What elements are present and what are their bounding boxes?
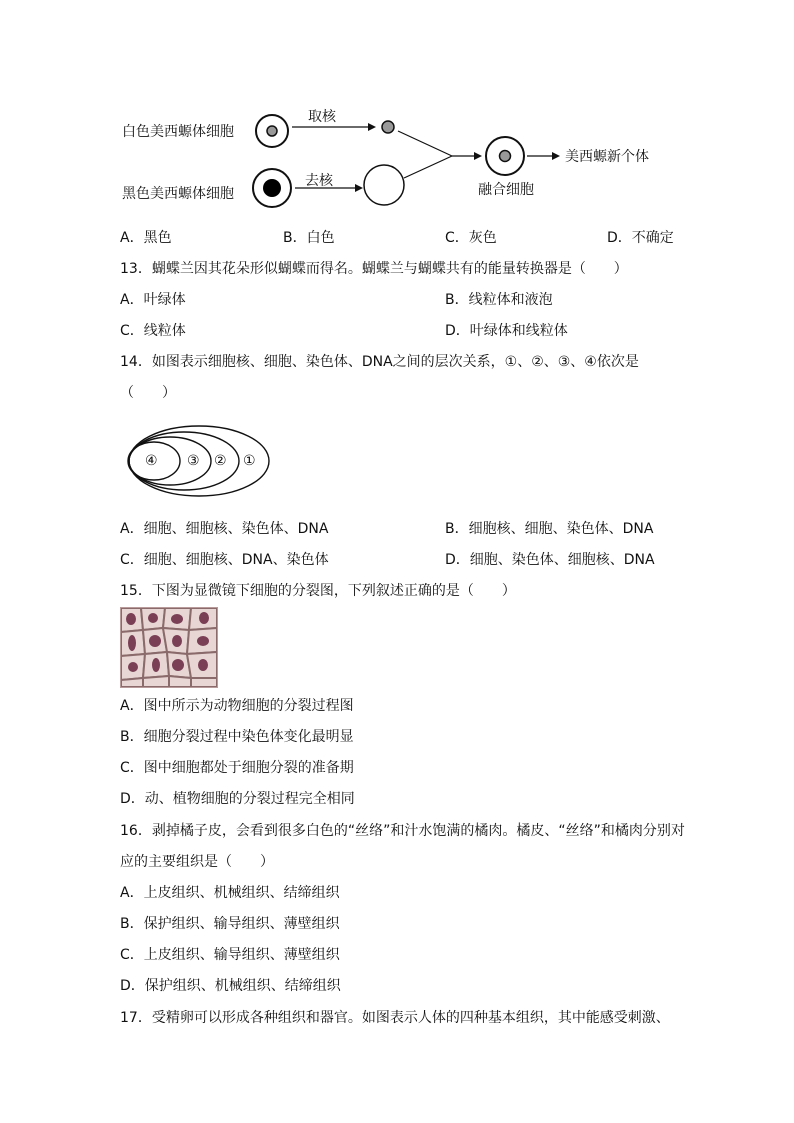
enucleated-cell [364,165,404,205]
q14-option-d[interactable]: D．细胞、染色体、细胞核、DNA [445,552,655,568]
extracted-nucleus [382,121,394,133]
fused-cell-nucleus [500,151,511,162]
q14-label-3: ③ [187,453,200,469]
q15-option-c[interactable]: C．图中细胞都处于细胞分裂的准备期 [120,760,354,776]
q12-option-d[interactable]: D．不确定 [607,230,674,246]
q15-option-b[interactable]: B．细胞分裂过程中染色体变化最明显 [120,729,354,745]
q15-option-d[interactable]: D．动、植物细胞的分裂过程完全相同 [120,791,355,807]
remove-nucleus-arrowhead [355,184,363,192]
q17-stem: 17．受精卵可以形成各种组织和器官。如图表示人体的四种基本组织，其中能感受刺激、 [120,1010,670,1026]
q15-stem: 15．下图为显微镜下细胞的分裂图，下列叙述正确的是（ ） [120,583,516,599]
micrograph-image [120,607,218,688]
q14-option-a[interactable]: A．细胞、细胞核、染色体、DNA [120,521,329,537]
q14-label-2: ② [214,453,227,469]
q13-option-a[interactable]: A．叶绿体 [120,292,186,308]
new-individual-label: 美西螈新个体 [565,149,649,165]
q16-stem-line2: 应的主要组织是（ ） [120,854,274,870]
q16-option-d[interactable]: D．保护组织、机械组织、结缔组织 [120,978,341,994]
q16-option-c[interactable]: C．上皮组织、输导组织、薄壁组织 [120,947,340,963]
merge-line-top [398,131,452,156]
take-nucleus-label: 取核 [308,109,336,125]
q12-option-c[interactable]: C．灰色 [445,230,497,246]
q14-label-4: ④ [145,453,158,469]
q15-option-a[interactable]: A．图中所示为动物细胞的分裂过程图 [120,698,354,714]
merge-arrowhead [474,152,482,160]
white-cell-nucleus [267,126,277,136]
q13-option-c[interactable]: C．线粒体 [120,323,186,339]
q13-stem: 13．蝴蝶兰因其花朵形似蝴蝶而得名。蝴蝶兰与蝴蝶共有的能量转换器是（ ） [120,261,628,277]
q14-option-b[interactable]: B．细胞核、细胞、染色体、DNA [445,521,654,537]
white-cell-label: 白色美西螈体细胞 [122,124,234,140]
q12-option-a[interactable]: A．黑色 [120,230,172,246]
q14-option-c[interactable]: C．细胞、细胞核、DNA、染色体 [120,552,329,568]
q12-option-b[interactable]: B．白色 [283,230,335,246]
q14-stem-line1: 14．如图表示细胞核、细胞、染色体、DNA之间的层次关系，①、②、③、④依次是 [120,354,639,370]
q13-option-d[interactable]: D．叶绿体和线粒体 [445,323,568,339]
merge-line-bottom [404,156,452,178]
q13-option-b[interactable]: B．线粒体和液泡 [445,292,553,308]
q14-label-1: ① [243,453,256,469]
q16-stem-line1: 16．剥掉橘子皮，会看到很多白色的“丝络”和汁水饱满的橘肉。橘皮、“丝络”和橘肉分别对 [120,823,685,839]
q14-stem-line2: （ ） [120,385,176,401]
take-nucleus-arrowhead [368,123,376,131]
micrograph-cells [121,608,217,687]
remove-nucleus-label: 去核 [305,173,333,189]
black-cell-nucleus [263,179,281,197]
fused-cell-label: 融合细胞 [478,182,534,198]
q16-option-b[interactable]: B．保护组织、输导组织、薄壁组织 [120,916,340,932]
q16-option-a[interactable]: A．上皮组织、机械组织、结缔组织 [120,885,340,901]
develop-arrowhead [552,152,560,160]
black-cell-label: 黑色美西螈体细胞 [122,186,234,202]
